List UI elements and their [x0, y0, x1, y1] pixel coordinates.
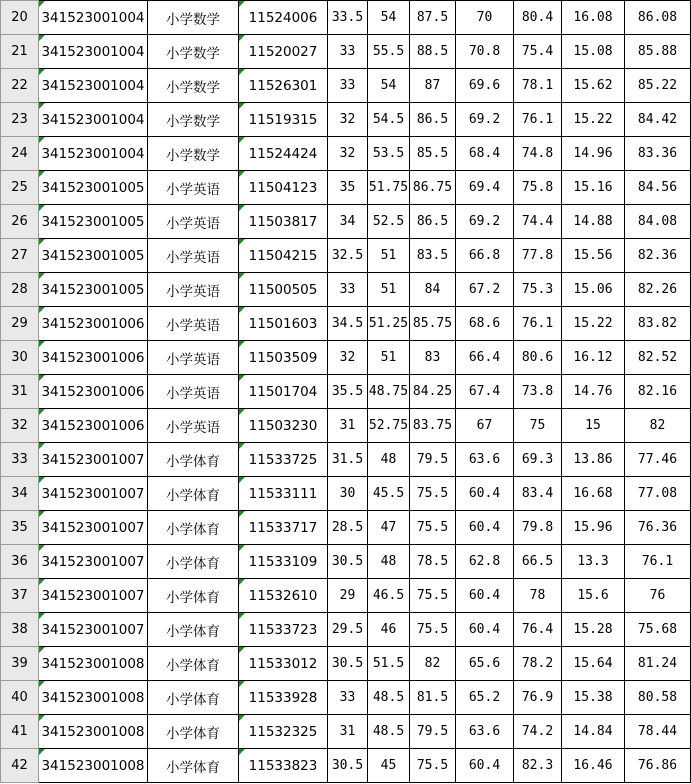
cell-score-d[interactable]: 67.2	[456, 273, 514, 307]
table-row	[1, 69, 691, 103]
cell-position-code[interactable]: 341523001004	[39, 137, 148, 171]
cell-score-c[interactable]: 75.5	[410, 579, 456, 613]
cell-exam-id[interactable]: 11533823	[239, 749, 328, 783]
cell-row[interactable]: 31	[1, 375, 39, 409]
cell-score-d[interactable]: 67.4	[456, 375, 514, 409]
table-row	[1, 681, 691, 715]
cell-score-e[interactable]: 77.8	[514, 239, 562, 273]
cell-score-d[interactable]: 60.4	[456, 477, 514, 511]
cell-total[interactable]: 82.16	[625, 375, 691, 409]
cell-score-d[interactable]: 66.8	[456, 239, 514, 273]
cell-position-code[interactable]: 341523001004	[39, 1, 148, 35]
cell-position-code[interactable]: 341523001008	[39, 681, 148, 715]
cell-row[interactable]: 38	[1, 613, 39, 647]
cell-score-c[interactable]: 81.5	[410, 681, 456, 715]
cell-row[interactable]: 40	[1, 681, 39, 715]
cell-subject[interactable]: 小学英语	[148, 375, 239, 409]
table-row	[1, 171, 691, 205]
cell-score-f[interactable]: 14.84	[562, 715, 625, 749]
cell-total[interactable]: 82.52	[625, 341, 691, 375]
cell-row[interactable]: 29	[1, 307, 39, 341]
cell-score-b[interactable]: 48	[368, 545, 410, 579]
cell-score-a[interactable]: 32	[328, 103, 368, 137]
table-row	[1, 511, 691, 545]
cell-score-d[interactable]: 60.4	[456, 749, 514, 783]
cell-score-a[interactable]: 32.5	[328, 239, 368, 273]
cell-score-d[interactable]: 68.6	[456, 307, 514, 341]
cell-subject[interactable]: 小学体育	[148, 477, 239, 511]
cell-score-a[interactable]: 33	[328, 273, 368, 307]
cell-position-code[interactable]: 341523001004	[39, 69, 148, 103]
cell-score-b[interactable]: 48.5	[368, 715, 410, 749]
cell-subject[interactable]: 小学英语	[148, 205, 239, 239]
cell-score-f[interactable]: 14.96	[562, 137, 625, 171]
cell-total[interactable]: 85.22	[625, 69, 691, 103]
cell-row[interactable]: 21	[1, 35, 39, 69]
table-row	[1, 477, 691, 511]
cell-total[interactable]: 78.44	[625, 715, 691, 749]
cell-score-f[interactable]: 15.22	[562, 103, 625, 137]
cell-subject[interactable]: 小学英语	[148, 171, 239, 205]
cell-score-b[interactable]: 51	[368, 239, 410, 273]
cell-score-e[interactable]: 74.2	[514, 715, 562, 749]
cell-score-d[interactable]: 60.4	[456, 579, 514, 613]
cell-score-e[interactable]: 78.1	[514, 69, 562, 103]
cell-subject[interactable]: 小学英语	[148, 307, 239, 341]
cell-subject[interactable]: 小学数学	[148, 35, 239, 69]
cell-score-f[interactable]: 16.12	[562, 341, 625, 375]
cell-score-c[interactable]: 75.5	[410, 511, 456, 545]
cell-position-code[interactable]: 341523001007	[39, 579, 148, 613]
table-row	[1, 1, 691, 35]
cell-subject[interactable]: 小学体育	[148, 647, 239, 681]
cell-exam-id[interactable]: 11526301	[239, 69, 328, 103]
cell-score-d[interactable]: 60.4	[456, 511, 514, 545]
cell-score-b[interactable]: 54	[368, 69, 410, 103]
table-row	[1, 715, 691, 749]
cell-exam-id[interactable]: 11501704	[239, 375, 328, 409]
cell-score-f[interactable]: 15.38	[562, 681, 625, 715]
cell-score-b[interactable]: 51	[368, 273, 410, 307]
cell-exam-id[interactable]: 11532325	[239, 715, 328, 749]
cell-position-code[interactable]: 341523001007	[39, 477, 148, 511]
table-row	[1, 341, 691, 375]
cell-score-a[interactable]: 34.5	[328, 307, 368, 341]
cell-score-f[interactable]: 16.46	[562, 749, 625, 783]
cell-total[interactable]: 76	[625, 579, 691, 613]
cell-score-f[interactable]: 15.6	[562, 579, 625, 613]
cell-row[interactable]: 22	[1, 69, 39, 103]
cell-row[interactable]: 39	[1, 647, 39, 681]
cell-score-d[interactable]: 65.6	[456, 647, 514, 681]
cell-row[interactable]: 36	[1, 545, 39, 579]
table-row	[1, 273, 691, 307]
cell-score-c[interactable]: 78.5	[410, 545, 456, 579]
cell-score-e[interactable]: 80.4	[514, 1, 562, 35]
cell-position-code[interactable]: 341523001006	[39, 375, 148, 409]
cell-score-f[interactable]: 15.06	[562, 273, 625, 307]
table-row	[1, 137, 691, 171]
cell-subject[interactable]: 小学数学	[148, 137, 239, 171]
cell-score-b[interactable]: 51.5	[368, 647, 410, 681]
cell-exam-id[interactable]: 11524424	[239, 137, 328, 171]
cell-subject[interactable]: 小学体育	[148, 443, 239, 477]
cell-score-b[interactable]: 52.75	[368, 409, 410, 443]
cell-exam-id[interactable]: 11504123	[239, 171, 328, 205]
cell-exam-id[interactable]: 11533725	[239, 443, 328, 477]
cell-score-c[interactable]: 82	[410, 647, 456, 681]
table-row	[1, 35, 691, 69]
cell-score-c[interactable]: 87	[410, 69, 456, 103]
cell-total[interactable]: 82	[625, 409, 691, 443]
cell-score-b[interactable]: 51.75	[368, 171, 410, 205]
cell-row[interactable]: 27	[1, 239, 39, 273]
cell-exam-id[interactable]: 11533012	[239, 647, 328, 681]
cell-score-e[interactable]: 76.1	[514, 103, 562, 137]
table-row	[1, 409, 691, 443]
cell-score-b[interactable]: 51.25	[368, 307, 410, 341]
cell-score-a[interactable]: 34	[328, 205, 368, 239]
cell-score-b[interactable]: 52.5	[368, 205, 410, 239]
cell-total[interactable]: 83.82	[625, 307, 691, 341]
cell-score-c[interactable]: 85.75	[410, 307, 456, 341]
cell-score-a[interactable]: 29.5	[328, 613, 368, 647]
cell-subject[interactable]: 小学数学	[148, 69, 239, 103]
cell-score-d[interactable]: 69.6	[456, 69, 514, 103]
cell-position-code[interactable]: 341523001006	[39, 307, 148, 341]
cell-score-c[interactable]: 75.5	[410, 613, 456, 647]
cell-score-e[interactable]: 83.4	[514, 477, 562, 511]
cell-score-f[interactable]: 13.3	[562, 545, 625, 579]
cell-row[interactable]: 20	[1, 1, 39, 35]
cell-score-d[interactable]: 66.4	[456, 341, 514, 375]
cell-score-d[interactable]: 60.4	[456, 613, 514, 647]
cell-subject[interactable]: 小学体育	[148, 579, 239, 613]
cell-score-b[interactable]: 54.5	[368, 103, 410, 137]
cell-score-e[interactable]: 79.8	[514, 511, 562, 545]
cell-score-e[interactable]: 76.1	[514, 307, 562, 341]
cell-score-f[interactable]: 15.62	[562, 69, 625, 103]
cell-exam-id[interactable]: 11503230	[239, 409, 328, 443]
cell-position-code[interactable]: 341523001007	[39, 443, 148, 477]
table-row	[1, 647, 691, 681]
cell-score-c[interactable]: 83.5	[410, 239, 456, 273]
cell-score-d[interactable]: 62.8	[456, 545, 514, 579]
cell-position-code[interactable]: 341523001008	[39, 749, 148, 783]
cell-score-f[interactable]: 14.76	[562, 375, 625, 409]
cell-total[interactable]: 84.08	[625, 205, 691, 239]
cell-total[interactable]: 76.36	[625, 511, 691, 545]
cell-score-d[interactable]: 65.2	[456, 681, 514, 715]
cell-total[interactable]: 76.86	[625, 749, 691, 783]
cell-score-b[interactable]: 48.5	[368, 681, 410, 715]
table-row	[1, 749, 691, 783]
table-row	[1, 375, 691, 409]
cell-score-d[interactable]: 70	[456, 1, 514, 35]
cell-score-d[interactable]: 67	[456, 409, 514, 443]
cell-score-e[interactable]: 69.3	[514, 443, 562, 477]
cell-position-code[interactable]: 341523001008	[39, 715, 148, 749]
cell-subject[interactable]: 小学体育	[148, 613, 239, 647]
cell-score-e[interactable]: 80.6	[514, 341, 562, 375]
cell-subject[interactable]: 小学体育	[148, 749, 239, 783]
cell-total[interactable]: 80.58	[625, 681, 691, 715]
cell-score-a[interactable]: 33.5	[328, 1, 368, 35]
cell-position-code[interactable]: 341523001005	[39, 171, 148, 205]
cell-score-a[interactable]: 30.5	[328, 545, 368, 579]
cell-score-b[interactable]: 48.75	[368, 375, 410, 409]
cell-total[interactable]: 84.42	[625, 103, 691, 137]
cell-score-f[interactable]: 15.64	[562, 647, 625, 681]
cell-total[interactable]: 82.26	[625, 273, 691, 307]
cell-position-code[interactable]: 341523001007	[39, 545, 148, 579]
table-row	[1, 613, 691, 647]
cell-score-d[interactable]: 63.6	[456, 443, 514, 477]
cell-score-b[interactable]: 46	[368, 613, 410, 647]
cell-score-b[interactable]: 55.5	[368, 35, 410, 69]
cell-score-d[interactable]: 70.8	[456, 35, 514, 69]
cell-position-code[interactable]: 341523001005	[39, 205, 148, 239]
cell-score-f[interactable]: 15.08	[562, 35, 625, 69]
cell-subject[interactable]: 小学体育	[148, 545, 239, 579]
table-row	[1, 545, 691, 579]
cell-subject[interactable]: 小学数学	[148, 103, 239, 137]
cell-exam-id[interactable]: 11504215	[239, 239, 328, 273]
table-row	[1, 103, 691, 137]
cell-score-b[interactable]: 47	[368, 511, 410, 545]
cell-exam-id[interactable]: 11533928	[239, 681, 328, 715]
cell-score-b[interactable]: 54	[368, 1, 410, 35]
cell-total[interactable]: 76.1	[625, 545, 691, 579]
cell-subject[interactable]: 小学体育	[148, 681, 239, 715]
cell-exam-id[interactable]: 11520027	[239, 35, 328, 69]
cell-score-c[interactable]: 75.5	[410, 477, 456, 511]
cell-score-c[interactable]: 87.5	[410, 1, 456, 35]
cell-score-a[interactable]: 28.5	[328, 511, 368, 545]
cell-score-e[interactable]: 78	[514, 579, 562, 613]
cell-score-a[interactable]: 33	[328, 681, 368, 715]
cell-position-code[interactable]: 341523001006	[39, 409, 148, 443]
cell-score-e[interactable]: 75	[514, 409, 562, 443]
cell-position-code[interactable]: 341523001005	[39, 273, 148, 307]
cell-score-f[interactable]: 14.88	[562, 205, 625, 239]
cell-score-e[interactable]: 66.5	[514, 545, 562, 579]
cell-score-e[interactable]: 78.2	[514, 647, 562, 681]
cell-position-code[interactable]: 341523001008	[39, 647, 148, 681]
cell-score-a[interactable]: 31	[328, 715, 368, 749]
cell-row[interactable]: 37	[1, 579, 39, 613]
cell-score-a[interactable]: 31.5	[328, 443, 368, 477]
cell-score-d[interactable]: 69.2	[456, 103, 514, 137]
cell-position-code[interactable]: 341523001004	[39, 103, 148, 137]
cell-score-c[interactable]: 84	[410, 273, 456, 307]
cell-exam-id[interactable]: 11524006	[239, 1, 328, 35]
cell-score-a[interactable]: 33	[328, 35, 368, 69]
cell-score-c[interactable]: 86.75	[410, 171, 456, 205]
cell-score-a[interactable]: 31	[328, 409, 368, 443]
table-row	[1, 307, 691, 341]
cell-score-a[interactable]: 35	[328, 171, 368, 205]
table-row	[1, 443, 691, 477]
cell-score-a[interactable]: 32	[328, 341, 368, 375]
cell-total[interactable]: 86.08	[625, 1, 691, 35]
cell-exam-id[interactable]: 11501603	[239, 307, 328, 341]
cell-row[interactable]: 35	[1, 511, 39, 545]
cell-row[interactable]: 28	[1, 273, 39, 307]
cell-exam-id[interactable]: 11533109	[239, 545, 328, 579]
cell-score-e[interactable]: 73.8	[514, 375, 562, 409]
cell-score-a[interactable]: 29	[328, 579, 368, 613]
cell-score-a[interactable]: 33	[328, 69, 368, 103]
cell-position-code[interactable]: 341523001007	[39, 613, 148, 647]
cell-score-f[interactable]: 15.56	[562, 239, 625, 273]
cell-row[interactable]: 42	[1, 749, 39, 783]
table-row	[1, 205, 691, 239]
cell-total[interactable]: 75.68	[625, 613, 691, 647]
cell-score-a[interactable]: 30	[328, 477, 368, 511]
cell-score-b[interactable]: 45	[368, 749, 410, 783]
cell-total[interactable]: 85.88	[625, 35, 691, 69]
cell-score-e[interactable]: 76.4	[514, 613, 562, 647]
cell-score-a[interactable]: 30.5	[328, 647, 368, 681]
cell-score-c[interactable]: 84.25	[410, 375, 456, 409]
cell-position-code[interactable]: 341523001004	[39, 35, 148, 69]
cell-score-a[interactable]: 30.5	[328, 749, 368, 783]
cell-exam-id[interactable]: 11533717	[239, 511, 328, 545]
cell-total[interactable]: 81.24	[625, 647, 691, 681]
cell-row[interactable]: 30	[1, 341, 39, 375]
cell-subject[interactable]: 小学数学	[148, 1, 239, 35]
cell-exam-id[interactable]: 11503817	[239, 205, 328, 239]
cell-score-b[interactable]: 48	[368, 443, 410, 477]
cell-total[interactable]: 77.46	[625, 443, 691, 477]
cell-score-b[interactable]: 46.5	[368, 579, 410, 613]
cell-subject[interactable]: 小学体育	[148, 715, 239, 749]
cell-total[interactable]: 83.36	[625, 137, 691, 171]
cell-score-b[interactable]: 53.5	[368, 137, 410, 171]
cell-score-f[interactable]: 15.96	[562, 511, 625, 545]
cell-score-c[interactable]: 86.5	[410, 205, 456, 239]
cell-score-f[interactable]: 16.08	[562, 1, 625, 35]
cell-score-c[interactable]: 86.5	[410, 103, 456, 137]
cell-subject[interactable]: 小学英语	[148, 409, 239, 443]
cell-score-d[interactable]: 63.6	[456, 715, 514, 749]
cell-score-c[interactable]: 79.5	[410, 443, 456, 477]
cell-exam-id[interactable]: 11503509	[239, 341, 328, 375]
cell-subject[interactable]: 小学英语	[148, 239, 239, 273]
cell-row[interactable]: 33	[1, 443, 39, 477]
cell-exam-id[interactable]: 11500505	[239, 273, 328, 307]
cell-score-e[interactable]: 76.9	[514, 681, 562, 715]
cell-score-f[interactable]: 15.16	[562, 171, 625, 205]
cell-score-e[interactable]: 74.4	[514, 205, 562, 239]
cell-total[interactable]: 84.56	[625, 171, 691, 205]
cell-row[interactable]: 25	[1, 171, 39, 205]
cell-total[interactable]: 77.08	[625, 477, 691, 511]
cell-exam-id[interactable]: 11532610	[239, 579, 328, 613]
cell-score-d[interactable]: 68.4	[456, 137, 514, 171]
cell-score-c[interactable]: 75.5	[410, 749, 456, 783]
cell-score-e[interactable]: 75.4	[514, 35, 562, 69]
cell-score-b[interactable]: 45.5	[368, 477, 410, 511]
table-row	[1, 239, 691, 273]
cell-score-c[interactable]: 88.5	[410, 35, 456, 69]
cell-row[interactable]: 24	[1, 137, 39, 171]
cell-exam-id[interactable]: 11519315	[239, 103, 328, 137]
cell-subject[interactable]: 小学英语	[148, 273, 239, 307]
cell-score-f[interactable]: 15.22	[562, 307, 625, 341]
cell-subject[interactable]: 小学英语	[148, 341, 239, 375]
cell-score-a[interactable]: 32	[328, 137, 368, 171]
cell-score-e[interactable]: 82.3	[514, 749, 562, 783]
cell-total[interactable]: 82.36	[625, 239, 691, 273]
cell-row[interactable]: 34	[1, 477, 39, 511]
cell-position-code[interactable]: 341523001005	[39, 239, 148, 273]
cell-score-a[interactable]: 35.5	[328, 375, 368, 409]
cell-score-e[interactable]: 75.8	[514, 171, 562, 205]
cell-score-d[interactable]: 69.2	[456, 205, 514, 239]
cell-score-b[interactable]: 51	[368, 341, 410, 375]
cell-exam-id[interactable]: 11533111	[239, 477, 328, 511]
cell-score-c[interactable]: 79.5	[410, 715, 456, 749]
cell-exam-id[interactable]: 11533723	[239, 613, 328, 647]
cell-position-code[interactable]: 341523001006	[39, 341, 148, 375]
table-row	[1, 579, 691, 613]
score-table-body	[1, 1, 691, 783]
cell-row[interactable]: 26	[1, 205, 39, 239]
cell-score-d[interactable]: 69.4	[456, 171, 514, 205]
cell-row[interactable]: 41	[1, 715, 39, 749]
cell-score-f[interactable]: 15.28	[562, 613, 625, 647]
cell-position-code[interactable]: 341523001007	[39, 511, 148, 545]
cell-score-f[interactable]: 16.68	[562, 477, 625, 511]
cell-row[interactable]: 32	[1, 409, 39, 443]
cell-subject[interactable]: 小学体育	[148, 511, 239, 545]
cell-score-f[interactable]: 15	[562, 409, 625, 443]
cell-score-e[interactable]: 74.8	[514, 137, 562, 171]
cell-row[interactable]: 23	[1, 103, 39, 137]
cell-score-c[interactable]: 83.75	[410, 409, 456, 443]
cell-score-c[interactable]: 85.5	[410, 137, 456, 171]
cell-score-c[interactable]: 83	[410, 341, 456, 375]
cell-score-e[interactable]: 75.3	[514, 273, 562, 307]
cell-score-f[interactable]: 13.86	[562, 443, 625, 477]
